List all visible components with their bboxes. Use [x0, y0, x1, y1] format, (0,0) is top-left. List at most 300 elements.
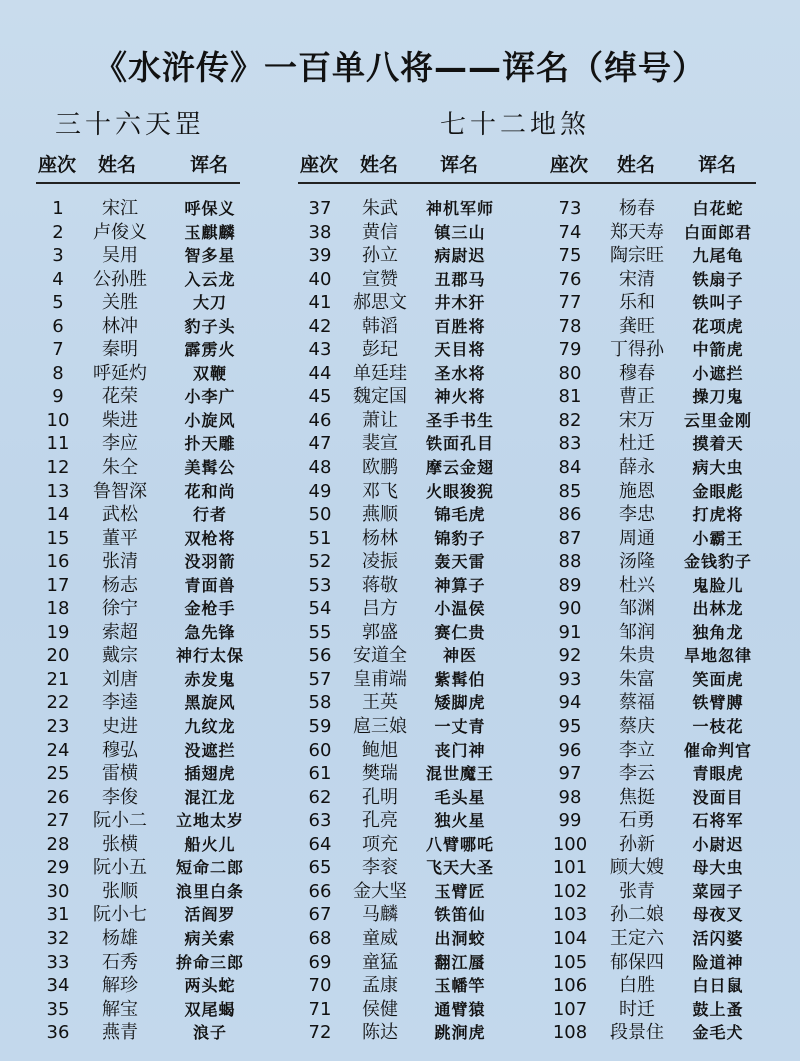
- seat-number: 1: [52, 198, 64, 219]
- hero-name: 邹渊: [619, 598, 655, 620]
- hero-name: 蔡庆: [619, 716, 655, 738]
- seat-number: 31: [46, 904, 70, 926]
- header-nickname: 诨名: [190, 154, 229, 176]
- seat-number: 107: [552, 998, 588, 1020]
- hero-nickname: 操刀鬼: [692, 387, 744, 407]
- hero-nickname: 神火将: [434, 387, 486, 407]
- seat-number: 45: [308, 386, 332, 408]
- header-divider: [36, 182, 240, 184]
- hero-nickname: 催命判官: [683, 740, 752, 760]
- seat-number: 99: [558, 810, 582, 832]
- seat-number: 19: [46, 621, 70, 643]
- hero-nickname: 花和尚: [184, 481, 236, 501]
- hero-name: 杨林: [362, 527, 398, 549]
- hero-nickname: 中箭虎: [692, 340, 744, 360]
- seat-number: 69: [308, 951, 332, 973]
- hero-name: 童猛: [362, 951, 398, 973]
- hero-name: 李忠: [619, 504, 655, 526]
- hero-name: 杨志: [102, 574, 138, 596]
- seat-number: 20: [46, 645, 70, 667]
- hero-name: 鲍旭: [362, 739, 398, 761]
- seat-number: 61: [308, 763, 332, 785]
- hero-name: 柴进: [102, 409, 138, 431]
- hero-nickname: 扑天雕: [184, 434, 236, 454]
- hero-name: 孙二娘: [610, 904, 664, 926]
- seat-number: 93: [558, 668, 582, 690]
- hero-name: 张顺: [102, 880, 138, 902]
- hero-nickname: 霹雳火: [184, 340, 236, 360]
- seat-number: 95: [558, 716, 582, 738]
- hero-name: 蔡福: [619, 692, 655, 714]
- hero-name: 卢俊义: [93, 221, 147, 243]
- seat-number: 100: [552, 833, 588, 855]
- seat-number: 4: [52, 268, 64, 290]
- hero-name: 杨春: [619, 198, 655, 219]
- hero-nickname: 旱地忽律: [683, 646, 752, 666]
- hero-nickname: 急先锋: [184, 622, 236, 642]
- hero-name: 郝思文: [353, 292, 407, 314]
- hero-name: 李衮: [362, 857, 398, 879]
- hero-nickname: 八臂哪吒: [425, 834, 494, 854]
- hero-name: 黄信: [362, 221, 398, 243]
- seat-number: 67: [308, 904, 332, 926]
- seat-number: 42: [308, 315, 332, 337]
- seat-number: 92: [558, 645, 582, 667]
- hero-nickname: 大刀: [192, 293, 227, 313]
- hero-name: 邓飞: [362, 480, 398, 502]
- hero-nickname: 小温侯: [434, 599, 486, 619]
- header-name: 姓名: [617, 154, 656, 176]
- hero-nickname: 轰天雷: [434, 552, 486, 572]
- hero-name: 樊瑞: [362, 763, 398, 785]
- seat-number: 26: [46, 786, 70, 808]
- hero-name: 张横: [102, 833, 138, 855]
- hero-name: 孙新: [619, 833, 655, 855]
- seat-number: 37: [308, 198, 332, 219]
- seat-number: 64: [308, 833, 332, 855]
- hero-name: 皇甫端: [353, 668, 407, 690]
- hero-nickname: 鼓上蚤: [692, 999, 744, 1019]
- hero-name: 萧让: [362, 409, 398, 431]
- hero-nickname: 行者: [192, 505, 227, 525]
- hero-name: 邹润: [619, 621, 655, 643]
- hero-nickname: 黑旋风: [184, 693, 236, 713]
- hero-nickname: 白花蛇: [692, 199, 744, 218]
- hero-nickname: 小旋风: [184, 410, 236, 430]
- hero-nickname: 神算子: [434, 575, 486, 595]
- seat-number: 94: [558, 692, 582, 714]
- seat-number: 68: [308, 927, 332, 949]
- hero-name: 朱武: [362, 198, 398, 219]
- hero-name: 丁得孙: [610, 339, 664, 361]
- hero-name: 穆春: [619, 362, 655, 384]
- hero-nickname: 丑郡马: [434, 269, 486, 289]
- hero-name: 王英: [362, 692, 398, 714]
- hero-name: 金大坚: [353, 880, 407, 902]
- hero-nickname: 出洞蛟: [434, 928, 486, 948]
- hero-nickname: 玉臂匠: [434, 881, 486, 901]
- hero-nickname: 打虎将: [692, 505, 744, 525]
- hero-name: 阮小五: [93, 857, 147, 879]
- seat-number: 63: [308, 810, 332, 832]
- hero-nickname: 笑面虎: [692, 669, 744, 689]
- seat-number: 17: [46, 574, 70, 596]
- seat-number: 77: [558, 292, 582, 314]
- seat-number: 106: [552, 975, 588, 997]
- seat-number: 30: [46, 880, 70, 902]
- seat-number: 49: [308, 480, 332, 502]
- hero-name: 李立: [619, 739, 655, 761]
- hero-nickname: 石将军: [692, 811, 744, 831]
- seat-number: 53: [308, 574, 332, 596]
- hero-nickname: 一丈青: [434, 717, 486, 737]
- hero-nickname: 镇三山: [434, 222, 486, 242]
- hero-name: 武松: [102, 504, 138, 526]
- hero-name: 周通: [619, 527, 655, 549]
- seat-number: 27: [46, 810, 70, 832]
- seat-number: 101: [552, 857, 588, 879]
- hero-nickname: 小遮拦: [692, 363, 744, 383]
- hero-nickname: 毛头星: [434, 787, 486, 807]
- hero-nickname: 病大虫: [692, 458, 744, 478]
- hero-nickname: 美髯公: [184, 458, 236, 478]
- seat-number: 18: [46, 598, 70, 620]
- hero-name: 汤隆: [619, 551, 655, 573]
- hero-name: 宋万: [619, 409, 655, 431]
- hero-name: 施恩: [619, 480, 655, 502]
- hero-name: 凌振: [362, 551, 398, 573]
- hero-nickname: 火眼狻猊: [425, 481, 494, 501]
- hero-nickname: 白面郎君: [683, 222, 752, 242]
- hero-name: 张清: [102, 551, 138, 573]
- hero-nickname: 圣手书生: [425, 410, 494, 430]
- hero-name: 董平: [102, 527, 138, 549]
- seat-number: 47: [308, 433, 332, 455]
- seat-number: 59: [308, 716, 332, 738]
- hero-nickname: 摸着天: [692, 434, 744, 454]
- hero-name: 李应: [102, 433, 138, 455]
- hero-nickname: 双尾蝎: [184, 999, 236, 1019]
- seat-number: 76: [558, 268, 582, 290]
- hero-name: 杨雄: [102, 927, 138, 949]
- hero-nickname: 青眼虎: [692, 764, 744, 784]
- hero-nickname: 圣水将: [434, 363, 486, 383]
- seat-number: 108: [552, 1022, 588, 1044]
- hero-name: 燕顺: [362, 504, 398, 526]
- hero-nickname: 船火儿: [184, 834, 236, 854]
- seat-number: 48: [308, 457, 332, 479]
- seat-number: 12: [46, 457, 70, 479]
- hero-name: 张青: [619, 880, 655, 902]
- seat-number: 11: [46, 433, 70, 455]
- seat-number: 5: [52, 292, 64, 314]
- hero-name: 扈三娘: [353, 716, 407, 738]
- hero-name: 孙立: [362, 245, 398, 267]
- hero-nickname: 短命二郎: [175, 858, 244, 878]
- hero-name: 魏定国: [353, 386, 407, 408]
- header-name: 姓名: [98, 154, 137, 176]
- hero-name: 徐宁: [102, 598, 138, 620]
- seat-number: 102: [552, 880, 588, 902]
- hero-name: 龚旺: [619, 315, 655, 337]
- header-name: 姓名: [360, 154, 399, 176]
- hero-name: 史进: [102, 716, 138, 738]
- hero-nickname: 青面兽: [184, 575, 236, 595]
- hero-nickname: 百胜将: [434, 316, 486, 336]
- hero-nickname: 锦豹子: [434, 528, 486, 548]
- hero-name: 郑天寿: [610, 221, 664, 243]
- hero-name: 郭盛: [362, 621, 398, 643]
- seat-number: 60: [308, 739, 332, 761]
- seat-number: 41: [308, 292, 332, 314]
- seat-number: 14: [46, 504, 70, 526]
- hero-nickname: 险道神: [692, 952, 744, 972]
- seat-number: 74: [558, 221, 582, 243]
- seat-number: 8: [52, 362, 64, 384]
- hero-nickname: 铁笛仙: [434, 905, 486, 925]
- hero-nickname: 天目将: [434, 340, 486, 360]
- seat-number: 29: [46, 857, 70, 879]
- hero-name: 马麟: [362, 904, 398, 926]
- hero-nickname: 母大虫: [692, 858, 744, 878]
- hero-nickname: 没羽箭: [184, 552, 236, 572]
- header-nickname: 诨名: [698, 154, 737, 176]
- seat-number: 96: [558, 739, 582, 761]
- hero-name: 王定六: [610, 927, 664, 949]
- hero-nickname: 神行太保: [175, 646, 244, 666]
- seat-number: 13: [46, 480, 70, 502]
- seat-number: 15: [46, 527, 70, 549]
- seat-number: 28: [46, 833, 70, 855]
- hero-nickname: 九纹龙: [184, 717, 236, 737]
- seat-number: 62: [308, 786, 332, 808]
- seat-number: 54: [308, 598, 332, 620]
- hero-nickname: 云里金刚: [683, 410, 752, 430]
- hero-nickname: 一枝花: [692, 717, 744, 737]
- hero-nickname: 赛仁贵: [434, 622, 486, 642]
- hero-name: 韩滔: [362, 315, 398, 337]
- header-divider: [298, 182, 756, 184]
- hero-nickname: 紫髯伯: [434, 669, 486, 689]
- hero-name: 朱贵: [619, 645, 655, 667]
- seat-number: 82: [558, 409, 582, 431]
- hero-name: 燕青: [102, 1022, 138, 1044]
- hero-name: 李云: [619, 763, 655, 785]
- hero-name: 白胜: [619, 975, 655, 997]
- hero-nickname: 拚命三郎: [175, 952, 244, 972]
- hero-nickname: 独角龙: [692, 622, 744, 642]
- seat-number: 40: [308, 268, 332, 290]
- hero-name: 欧鹏: [362, 457, 398, 479]
- hero-nickname: 通臂猿: [434, 999, 486, 1019]
- hero-name: 杜迁: [619, 433, 655, 455]
- seat-number: 23: [46, 716, 70, 738]
- seat-number: 83: [558, 433, 582, 455]
- hero-nickname: 插翅虎: [184, 764, 236, 784]
- hero-name: 公孙胜: [93, 268, 147, 290]
- hero-name: 孔明: [362, 786, 398, 808]
- hero-nickname: 铁叫子: [692, 293, 744, 313]
- seat-number: 66: [308, 880, 332, 902]
- seat-number: 58: [308, 692, 332, 714]
- hero-nickname: 活闪婆: [692, 928, 744, 948]
- seat-number: 70: [308, 975, 332, 997]
- hero-nickname: 摩云金翅: [425, 458, 494, 478]
- hero-nickname: 玉幡竿: [434, 976, 486, 996]
- hero-name: 焦挺: [619, 786, 655, 808]
- hero-name: 侯健: [362, 998, 398, 1020]
- hero-nickname: 两头蛇: [184, 976, 236, 996]
- hero-nickname: 小李广: [184, 387, 236, 407]
- hero-name: 阮小二: [93, 810, 147, 832]
- seat-number: 65: [308, 857, 332, 879]
- seat-number: 22: [46, 692, 70, 714]
- seat-number: 89: [558, 574, 582, 596]
- hero-nickname: 飞天大圣: [425, 858, 494, 878]
- hero-nickname: 母夜叉: [692, 905, 744, 925]
- seat-number: 39: [308, 245, 332, 267]
- seat-number: 3: [52, 245, 64, 267]
- hero-nickname: 铁臂膊: [692, 693, 744, 713]
- hero-nickname: 菜园子: [692, 881, 744, 901]
- hero-name: 李逵: [102, 692, 138, 714]
- seat-number: 86: [558, 504, 582, 526]
- seat-number: 44: [308, 362, 332, 384]
- hero-name: 宋清: [619, 268, 655, 290]
- hero-nickname: 混江龙: [184, 787, 236, 807]
- header-nickname: 诨名: [440, 154, 479, 176]
- seat-number: 2: [52, 221, 64, 243]
- hero-name: 关胜: [102, 292, 138, 314]
- hero-nickname: 铁面孔目: [425, 434, 494, 454]
- seat-number: 87: [558, 527, 582, 549]
- header-seat: 座次: [550, 154, 589, 176]
- seat-number: 16: [46, 551, 70, 573]
- hero-nickname: 小霸王: [692, 528, 744, 548]
- hero-name: 宋江: [102, 198, 138, 219]
- hero-name: 裴宣: [362, 433, 398, 455]
- hero-nickname: 花项虎: [692, 316, 744, 336]
- hero-name: 陶宗旺: [610, 245, 664, 267]
- hero-name: 安道全: [353, 645, 407, 667]
- hero-name: 解宝: [102, 998, 138, 1020]
- hero-name: 薛永: [619, 457, 655, 479]
- hero-name: 吕方: [362, 598, 398, 620]
- seat-number: 105: [552, 951, 588, 973]
- hero-name: 戴宗: [102, 645, 138, 667]
- hero-name: 索超: [102, 621, 138, 643]
- seat-number: 103: [552, 904, 588, 926]
- hero-nickname: 病尉迟: [434, 246, 486, 266]
- hero-name: 单廷珪: [353, 362, 407, 384]
- seat-number: 81: [558, 386, 582, 408]
- hero-name: 阮小七: [93, 904, 147, 926]
- hero-name: 花荣: [102, 386, 138, 408]
- seat-number: 43: [308, 339, 332, 361]
- hero-nickname: 翻江蜃: [434, 952, 486, 972]
- hero-nickname: 独火星: [434, 811, 486, 831]
- hero-nickname: 立地太岁: [175, 811, 244, 831]
- hero-nickname: 神医: [442, 646, 477, 666]
- hero-name: 李俊: [102, 786, 138, 808]
- hero-nickname: 没面目: [692, 787, 744, 807]
- header-seat: 座次: [38, 154, 77, 176]
- hero-nickname: 矮脚虎: [434, 693, 486, 713]
- seat-number: 72: [308, 1022, 332, 1044]
- hero-nickname: 双枪将: [184, 528, 236, 548]
- hero-nickname: 赤发鬼: [184, 669, 236, 689]
- seat-number: 90: [558, 598, 582, 620]
- hero-name: 郁保四: [610, 951, 664, 973]
- hero-nickname: 锦毛虎: [434, 505, 486, 525]
- hero-name: 解珍: [102, 975, 138, 997]
- hero-name: 时迁: [619, 998, 655, 1020]
- hero-name: 顾大嫂: [610, 857, 664, 879]
- hero-nickname: 浪里白条: [175, 881, 244, 901]
- hero-name: 项充: [362, 833, 398, 855]
- seat-number: 78: [558, 315, 582, 337]
- page-title: 《水浒传》一百单八将——诨名（绰号）: [94, 48, 706, 87]
- hero-nickname: 九尾龟: [692, 246, 744, 266]
- hero-name: 呼延灼: [93, 362, 147, 384]
- hero-nickname: 丧门神: [434, 740, 486, 760]
- hero-name: 蒋敬: [362, 574, 398, 596]
- hero-name: 彭玘: [362, 339, 398, 361]
- hero-nickname: 入云龙: [184, 269, 236, 289]
- seat-number: 25: [46, 763, 70, 785]
- seat-number: 9: [52, 386, 64, 408]
- seat-number: 36: [46, 1022, 70, 1044]
- hero-name: 吴用: [102, 245, 138, 267]
- seat-number: 73: [558, 198, 582, 219]
- hero-nickname: 智多星: [184, 246, 236, 266]
- hero-name: 杜兴: [619, 574, 655, 596]
- seat-number: 97: [558, 763, 582, 785]
- seat-number: 7: [52, 339, 64, 361]
- seat-number: 79: [558, 339, 582, 361]
- seat-number: 88: [558, 551, 582, 573]
- hero-nickname: 玉麒麟: [184, 222, 236, 242]
- seat-number: 33: [46, 951, 70, 973]
- seat-number: 52: [308, 551, 332, 573]
- hero-name: 石勇: [619, 810, 655, 832]
- hero-nickname: 金眼彪: [692, 481, 744, 501]
- seat-number: 6: [52, 315, 64, 337]
- hero-name: 雷横: [102, 763, 138, 785]
- seat-number: 46: [308, 409, 332, 431]
- hero-name: 童威: [362, 927, 398, 949]
- hero-nickname: 活阎罗: [184, 905, 236, 925]
- hero-nickname: 呼保义: [184, 199, 236, 218]
- hero-name: 乐和: [619, 292, 655, 314]
- hero-name: 林冲: [102, 315, 138, 337]
- hero-nickname: 双鞭: [192, 363, 227, 383]
- hero-nickname: 小尉迟: [692, 834, 744, 854]
- hero-nickname: 跳涧虎: [434, 1023, 486, 1043]
- tiangang-heading: 三十六天罡: [55, 110, 206, 140]
- hero-nickname: 没遮拦: [184, 740, 236, 760]
- seat-number: 21: [46, 668, 70, 690]
- seat-number: 84: [558, 457, 582, 479]
- seat-number: 34: [46, 975, 70, 997]
- seat-number: 104: [552, 927, 588, 949]
- hero-nickname: 豹子头: [184, 316, 236, 336]
- hero-name: 宣赞: [362, 268, 398, 290]
- hero-name: 穆弘: [102, 739, 138, 761]
- hero-nickname: 金枪手: [184, 599, 236, 619]
- seat-number: 85: [558, 480, 582, 502]
- hero-name: 段景住: [610, 1022, 664, 1044]
